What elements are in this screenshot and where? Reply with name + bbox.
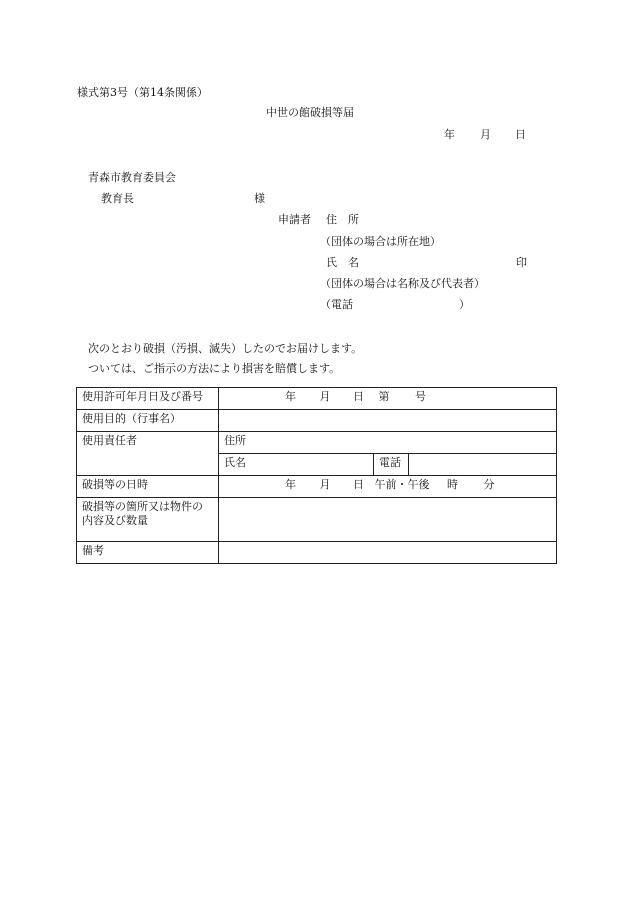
applicant-address-note: （団体の場合は所在地）	[320, 235, 441, 248]
dt-minute: 分	[483, 478, 495, 491]
location-label-line-1: 破損等の箇所又は物件の	[82, 500, 203, 513]
dt-ampm: 午前・午後	[374, 478, 430, 491]
permit-value	[219, 388, 557, 410]
responsible-address-cell	[219, 432, 557, 454]
responsible-phone-label: 電話	[374, 454, 409, 476]
damage-report-table	[76, 387, 557, 564]
responsible-label: 使用責任者	[77, 432, 219, 476]
responsible-address-label: 住所	[224, 434, 246, 447]
dt-month: 月	[319, 478, 331, 491]
body-line-1: 次のとおり破損（汚損、滅失）したのでお届けします。	[88, 342, 363, 355]
remarks-value	[219, 542, 557, 564]
body-line-2: ついては、ご指示の方法により損害を賠償します。	[88, 362, 341, 375]
datetime-label: 破損等の日時	[77, 476, 219, 498]
location-value	[219, 498, 557, 542]
permit-go: 号	[415, 390, 426, 403]
location-label-line-2: 内容及び数量	[82, 514, 148, 527]
permit-month: 月	[319, 390, 331, 403]
addressee-org: 青森市教育委員会	[88, 171, 176, 184]
dt-day: 日	[353, 478, 364, 491]
applicant-phone-close: ）	[459, 298, 470, 311]
table-row	[77, 498, 557, 542]
dt-hour: 時	[447, 478, 458, 491]
permit-year: 年	[285, 390, 296, 403]
permit-label: 使用許可年月日及び番号	[77, 388, 219, 410]
dt-year: 年	[285, 478, 296, 491]
date-day: 日	[515, 128, 526, 141]
permit-day: 日	[353, 390, 364, 403]
responsible-name-label: 氏名	[224, 456, 246, 469]
responsible-name-cell	[219, 454, 374, 476]
table-row	[77, 410, 557, 432]
responsible-phone-value	[409, 454, 557, 476]
applicant-name-label: 氏 名	[326, 256, 359, 269]
remarks-label: 備考	[77, 542, 219, 564]
applicant-address-label: 住 所	[326, 213, 359, 226]
addressee-title: 教育長	[101, 192, 134, 205]
table-row	[77, 542, 557, 564]
date-year: 年	[444, 128, 455, 141]
location-label	[77, 498, 219, 542]
applicant-label: 申請者	[278, 213, 311, 226]
table-row	[77, 476, 557, 498]
addressee-honorific: 様	[254, 192, 265, 205]
purpose-label: 使用目的（行事名）	[77, 410, 219, 432]
purpose-value	[219, 410, 557, 432]
applicant-seal: 印	[516, 256, 527, 269]
applicant-name-note: （団体の場合は名称及び代表者）	[320, 277, 485, 290]
form-number: 様式第3号（第14条関係）	[77, 86, 208, 99]
table-row	[77, 432, 557, 454]
applicant-phone-open: （電話	[320, 298, 353, 311]
permit-dai: 第	[378, 390, 390, 403]
datetime-value	[219, 476, 557, 498]
table-row	[77, 388, 557, 410]
date-month: 月	[480, 128, 491, 141]
page-title: 中世の館破損等届	[266, 106, 354, 119]
